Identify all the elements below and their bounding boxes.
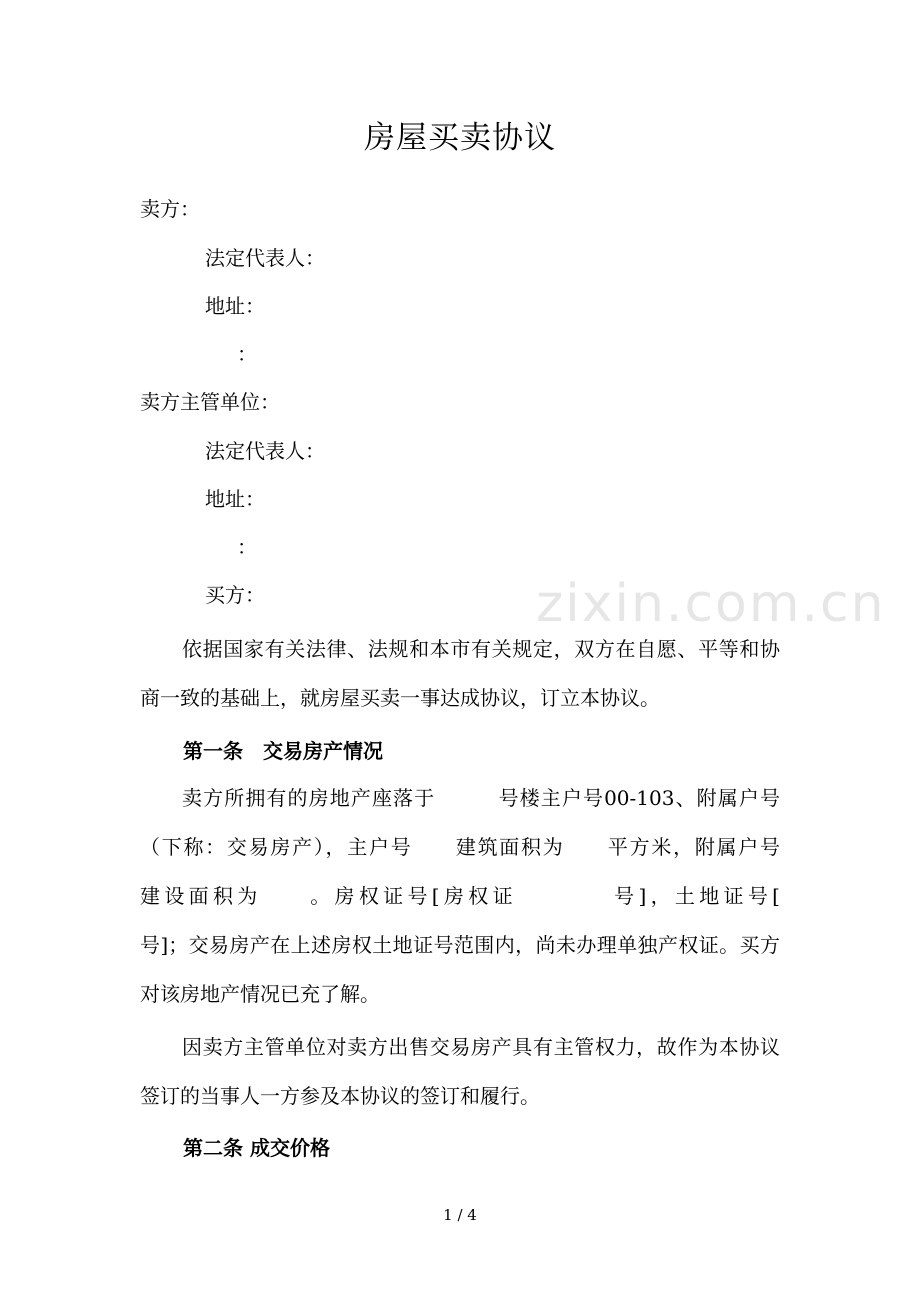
article2-heading: 第二条 成交价格 [183,1136,330,1160]
supervisor-rep-label: 法定代表人： [205,439,325,463]
supervisor-address-label: 地址： [205,487,265,511]
seller-address-label: 地址： [205,294,265,318]
buyer-label: 买方： [205,583,265,607]
page-number: 1 / 4 [443,1206,477,1224]
seller-blank-colon: ： [237,342,257,366]
seller-label: 卖方： [140,197,200,221]
seller-supervisor-label: 卖方主管单位： [140,390,280,414]
article1-note: 因卖方主管单位对卖方出售交易房产具有主管权力，故作为本协议签订的当事人一方参及本协议的签订和履行。 [140,1035,780,1108]
intro-paragraph: 依据国家有关法律、法规和本市有关规定，双方在自愿、平等和协商一致的基础上，就房屋买卖一事达成协议，订立本协议。 [140,637,780,710]
supervisor-blank-colon: ： [237,535,257,559]
watermark: zixin.com.cn [536,574,886,634]
page-title: 房屋买卖协议 [364,120,556,156]
article1-body: 卖方所拥有的房地产座落于 号楼主户号00-103、附属户号（下称：交易房产），主户号 建筑面积为 平方米，附属户号 建设面积为 。房权证号[房权证 号]，土地证号[ 号]；交易房产在上述房权土地证号范围内，尚未办理单独产权证。买方对该房地产情况已充了解。 [140,786,860,1006]
seller-rep-label: 法定代表人： [205,246,325,270]
article1-heading: 第一条 交易房产情况 [183,739,383,763]
